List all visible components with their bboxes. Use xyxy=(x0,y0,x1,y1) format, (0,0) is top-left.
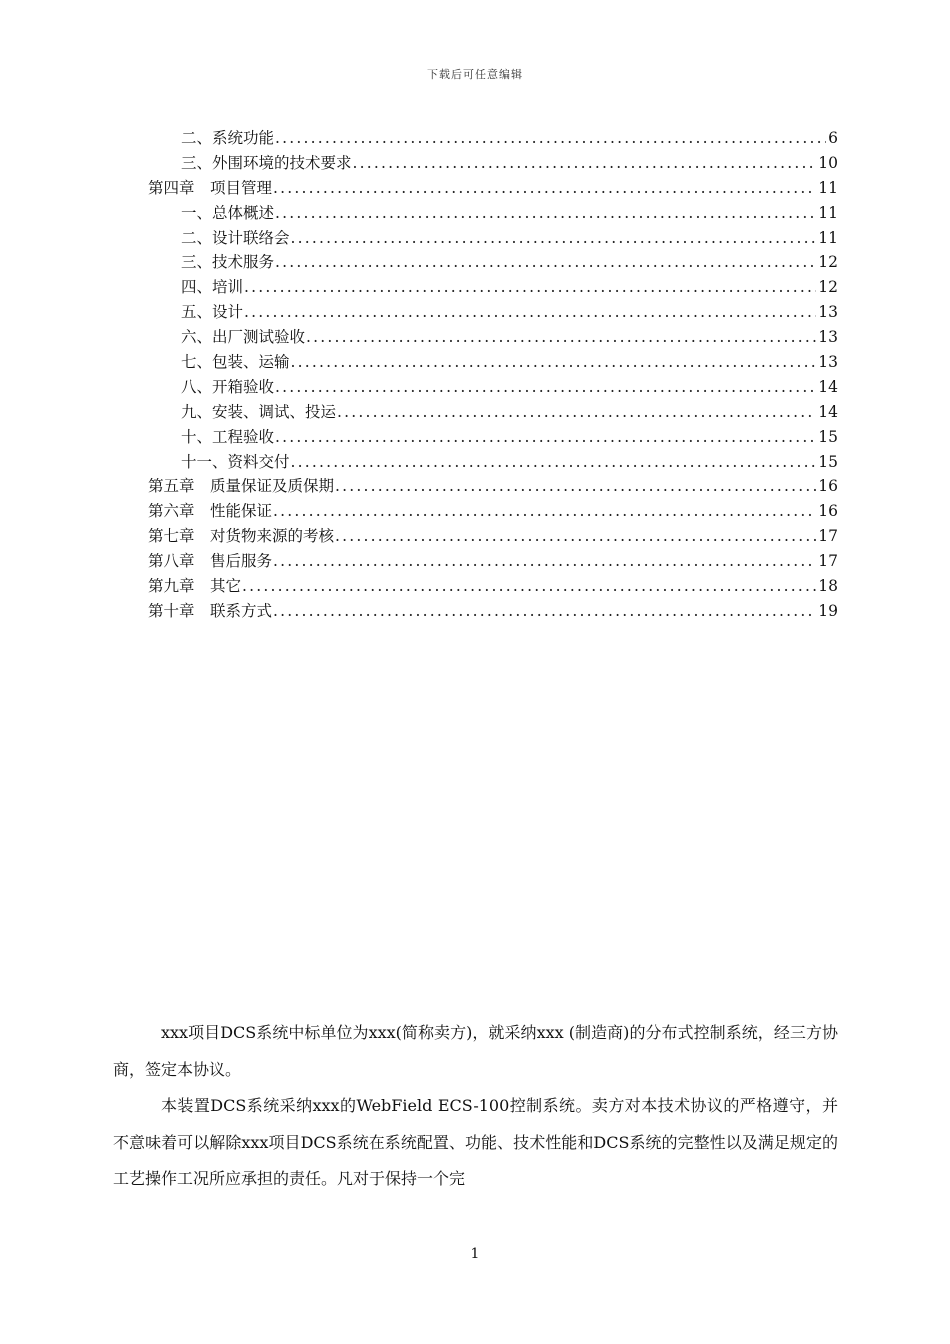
toc-dot-leader xyxy=(273,502,816,520)
toc-entry[interactable] xyxy=(148,126,838,151)
toc-entry[interactable] xyxy=(148,574,838,599)
toc-entry-title: 第七章 对货物来源的考核 xyxy=(148,527,335,546)
toc-entry-title: 七、包装、运输 xyxy=(181,353,290,372)
toc-entry[interactable] xyxy=(148,549,838,574)
toc-dot-leader xyxy=(273,179,816,197)
toc-entry[interactable] xyxy=(148,425,838,450)
toc-entry-title: 第八章 售后服务 xyxy=(148,552,273,571)
toc-entry[interactable] xyxy=(148,151,838,176)
toc-entry-page-number: 17 xyxy=(818,552,838,571)
toc-entry-title: 十、工程验收 xyxy=(181,427,275,446)
page-header: 下载后可任意编辑 xyxy=(427,68,523,81)
toc-entry-page-number: 13 xyxy=(818,328,838,347)
toc-entry-page-number: 6 xyxy=(828,129,838,147)
toc-entry-page-number: 11 xyxy=(818,203,838,222)
toc-dot-leader xyxy=(291,353,817,371)
page-number: 1 xyxy=(470,1246,480,1262)
toc-dot-leader xyxy=(291,229,817,247)
toc-dot-leader xyxy=(335,477,816,495)
toc-entry-title: 二、设计联络会 xyxy=(181,228,290,247)
toc-entry-page-number: 16 xyxy=(818,502,838,521)
toc-entry-page-number: 15 xyxy=(818,427,838,446)
toc-entry[interactable] xyxy=(148,474,838,499)
toc-entry-title: 第九章 其它 xyxy=(148,577,242,596)
toc-entry-title: 六、出厂测试验收 xyxy=(181,328,306,347)
body-paragraph: 本装置DCS系统采纳xxx的WebField ECS-100控制系统。卖方对本技术协议的严格遵守，并不意味着可以解除xxx项目DCS系统在系统配置、功能、技术性能和DCS系统的完整性以及满足规定的工艺操作工况所应承担的责任。凡对于保持一个完 xyxy=(113,1096,838,1188)
toc-entry[interactable] xyxy=(148,450,838,475)
body-text xyxy=(113,1015,838,1198)
toc-entry-title: 第四章 项目管理 xyxy=(148,178,273,197)
toc-entry-page-number: 11 xyxy=(818,178,838,197)
toc-dot-leader xyxy=(275,204,816,222)
toc-entry[interactable] xyxy=(148,226,838,251)
toc-entry-title: 九、安装、调试、投运 xyxy=(181,402,337,421)
toc-dot-leader xyxy=(275,378,816,396)
toc-entry-title: 一、总体概述 xyxy=(181,203,275,222)
toc-entry-title: 第十章 联系方式 xyxy=(148,601,273,620)
toc-dot-leader xyxy=(273,602,816,620)
toc-entry-title: 五、设计 xyxy=(181,303,244,322)
toc-entry[interactable] xyxy=(148,375,838,400)
toc-entry-title: 二、系统功能 xyxy=(181,129,275,147)
toc-entry[interactable] xyxy=(148,325,838,350)
toc-dot-leader xyxy=(242,577,816,595)
toc-dot-leader xyxy=(306,328,816,346)
body-paragraph: xxx项目DCS系统中标单位为xxx(简称卖方)，就采纳xxx (制造商)的分布式控制系统，经三方协商，签定本协议。 xyxy=(113,1023,838,1079)
toc-entry-page-number: 12 xyxy=(818,278,838,297)
toc-entry-title: 四、培训 xyxy=(181,278,244,297)
toc-entry-page-number: 12 xyxy=(818,253,838,272)
toc-dot-leader xyxy=(244,278,816,296)
toc-entry-page-number: 11 xyxy=(818,228,838,247)
toc-entry-title: 第五章 质量保证及质保期 xyxy=(148,477,335,496)
toc-entry-title: 三、外围环境的技术要求 xyxy=(181,153,352,172)
toc-entry[interactable] xyxy=(148,275,838,300)
toc-entry-page-number: 16 xyxy=(818,477,838,496)
toc-dot-leader xyxy=(275,253,816,271)
toc-entry-page-number: 10 xyxy=(818,153,838,172)
toc-entry[interactable] xyxy=(148,400,838,425)
toc-entry[interactable] xyxy=(148,201,838,226)
toc-entry[interactable] xyxy=(148,300,838,325)
toc-entry[interactable] xyxy=(148,250,838,275)
toc-entry-page-number: 13 xyxy=(818,353,838,372)
toc-entry-page-number: 17 xyxy=(818,527,838,546)
toc-entry[interactable] xyxy=(148,499,838,524)
toc-entry-title: 十一、资料交付 xyxy=(181,452,290,471)
toc-dot-leader xyxy=(353,154,817,172)
toc-dot-leader xyxy=(275,428,816,446)
toc-entry[interactable] xyxy=(148,599,838,624)
toc-dot-leader xyxy=(275,129,826,147)
toc-entry-page-number: 15 xyxy=(818,452,838,471)
toc-entry-page-number: 19 xyxy=(818,601,838,620)
toc-dot-leader xyxy=(273,552,816,570)
toc-entry[interactable] xyxy=(148,524,838,549)
toc-entry-page-number: 18 xyxy=(818,577,838,596)
toc-entry-title: 三、技术服务 xyxy=(181,253,275,272)
toc-dot-leader xyxy=(335,527,816,545)
toc-dot-leader xyxy=(244,303,816,321)
toc-dot-leader xyxy=(291,453,817,471)
toc-dot-leader xyxy=(337,403,816,421)
toc-entry-page-number: 14 xyxy=(818,377,838,396)
table-of-contents xyxy=(148,126,838,624)
toc-entry-page-number: 14 xyxy=(818,402,838,421)
toc-entry[interactable] xyxy=(148,350,838,375)
toc-entry-title: 第六章 性能保证 xyxy=(148,502,273,521)
toc-entry-title: 八、开箱验收 xyxy=(181,377,275,396)
toc-entry-page-number: 13 xyxy=(818,303,838,322)
toc-entry[interactable] xyxy=(148,176,838,201)
